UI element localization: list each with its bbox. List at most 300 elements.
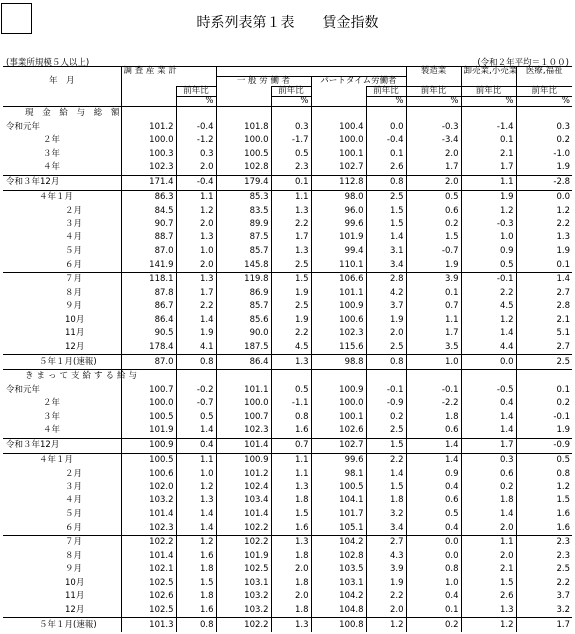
yoy-cell: 2.6 — [461, 590, 516, 603]
index-cell: 100.0 — [121, 134, 176, 147]
header-pct: % — [406, 97, 461, 107]
index-cell: 179.4 — [216, 175, 271, 190]
yoy-cell: 1.4 — [516, 272, 572, 286]
section-title: 現 金 給 与 総 額 — [25, 108, 123, 119]
yoy-cell: 1.2 — [461, 313, 516, 326]
table-row — [3, 245, 572, 258]
section-title: きまって支給する給与 — [3, 369, 121, 383]
yoy-cell: 0.8 — [176, 618, 216, 632]
header-pct: % — [366, 97, 406, 107]
index-cell: 85.7 — [216, 245, 271, 258]
header-pct: % — [461, 97, 516, 107]
table-row — [3, 161, 572, 175]
row-label: ５月 — [65, 245, 83, 256]
table-row — [3, 204, 572, 217]
yoy-cell: 1.7 — [406, 327, 461, 340]
index-cell: 100.0 — [311, 397, 366, 410]
table-row — [3, 521, 572, 535]
table-row — [3, 508, 572, 521]
table-row — [3, 300, 572, 313]
index-cell: 100.3 — [121, 148, 176, 161]
table-row — [3, 313, 572, 326]
row-label: 令和３年12月 — [3, 175, 121, 190]
index-cell: 101.1 — [311, 287, 366, 300]
index-cell: 102.3 — [311, 327, 366, 340]
note-base-year: (令和２年平均＝１００) — [477, 58, 569, 68]
yoy-cell: 4.1 — [176, 340, 216, 354]
yoy-cell: 0.1 — [406, 287, 461, 300]
yoy-cell: 1.2 — [461, 618, 516, 632]
yoy-cell: 0.6 — [406, 204, 461, 217]
index-cell: 103.2 — [121, 494, 176, 507]
yoy-cell: 1.4 — [461, 327, 516, 340]
header-empty — [3, 67, 121, 77]
yoy-cell: 2.0 — [461, 521, 516, 535]
yoy-cell: 1.1 — [406, 313, 461, 326]
index-cell: 101.1 — [216, 384, 271, 397]
yoy-cell: 0.0 — [461, 355, 516, 370]
yoy-cell: 1.4 — [406, 453, 461, 467]
index-cell: 104.8 — [311, 603, 366, 617]
row-label: ４年１月 — [3, 190, 121, 204]
index-cell: 100.5 — [311, 481, 366, 494]
row-label: 11月 — [65, 591, 85, 602]
row-label: 10月 — [65, 577, 85, 588]
yoy-cell: 1.7 — [461, 438, 516, 453]
index-cell: 101.4 — [121, 508, 176, 521]
yoy-cell: 1.5 — [366, 204, 406, 217]
yoy-cell: 2.1 — [461, 563, 516, 576]
yoy-cell: 2.2 — [271, 218, 311, 231]
yoy-cell: 1.8 — [271, 576, 311, 589]
yoy-cell: -0.4 — [366, 134, 406, 147]
index-cell: 102.7 — [311, 438, 366, 453]
yoy-cell: 1.2 — [176, 535, 216, 549]
index-cell: 145.8 — [216, 258, 271, 272]
note-establishment-size: (事業所規模５人以上) — [6, 58, 90, 68]
index-cell: 101.2 — [216, 467, 271, 480]
index-cell: 100.4 — [311, 121, 366, 134]
yoy-cell: 0.2 — [461, 481, 516, 494]
yoy-cell: 1.5 — [461, 576, 516, 589]
index-cell: 101.4 — [121, 550, 176, 563]
yoy-cell: 2.8 — [366, 272, 406, 286]
yoy-cell: 1.3 — [271, 245, 311, 258]
yoy-cell: -0.1 — [461, 272, 516, 286]
table-row — [3, 287, 572, 300]
index-cell: 100.6 — [311, 313, 366, 326]
table-row — [3, 148, 572, 161]
yoy-cell: -1.0 — [516, 148, 572, 161]
yoy-cell: 1.9 — [271, 287, 311, 300]
index-cell: 100.0 — [121, 397, 176, 410]
yoy-cell: 1.9 — [516, 161, 572, 175]
yoy-cell: 0.8 — [516, 467, 572, 480]
index-cell: 100.9 — [311, 384, 366, 397]
table-row — [3, 327, 572, 340]
index-cell: 102.0 — [121, 481, 176, 494]
index-cell: 100.7 — [121, 384, 176, 397]
row-label: ４月 — [65, 232, 83, 243]
yoy-cell: 0.8 — [366, 175, 406, 190]
yoy-cell: 1.5 — [366, 481, 406, 494]
index-cell: 141.9 — [121, 258, 176, 272]
yoy-cell: 1.6 — [271, 521, 311, 535]
yoy-cell: 1.0 — [176, 245, 216, 258]
table-row — [3, 175, 572, 190]
header-pct: % — [516, 97, 572, 107]
index-cell: 103.1 — [311, 576, 366, 589]
yoy-cell: 1.3 — [271, 618, 311, 632]
yoy-cell: 0.5 — [406, 508, 461, 521]
index-cell: 101.7 — [311, 508, 366, 521]
header-yoy: 前年比 — [176, 87, 216, 97]
row-label: 令和３年12月 — [3, 438, 121, 453]
yoy-cell: 1.7 — [406, 161, 461, 175]
index-cell: 100.9 — [121, 438, 176, 453]
yoy-cell: 3.7 — [366, 300, 406, 313]
table-row — [3, 384, 572, 397]
table-row — [3, 272, 572, 286]
yoy-cell: -0.7 — [406, 245, 461, 258]
index-cell: 100.9 — [216, 453, 271, 467]
yoy-cell: 1.0 — [406, 576, 461, 589]
yoy-cell: 2.0 — [176, 218, 216, 231]
index-cell: 96.0 — [311, 204, 366, 217]
yoy-cell: 0.4 — [406, 481, 461, 494]
yoy-cell: 0.2 — [516, 397, 572, 410]
index-cell: 102.6 — [311, 424, 366, 438]
yoy-cell: -0.1 — [366, 384, 406, 397]
yoy-cell: 1.6 — [271, 424, 311, 438]
yoy-cell: 1.1 — [271, 467, 311, 480]
row-label: ５年１月(速報) — [3, 618, 121, 632]
table-body — [3, 107, 572, 633]
yoy-cell: 1.4 — [461, 424, 516, 438]
page-title: 時系列表第１表 賃金指数 — [196, 15, 379, 31]
yoy-cell: 2.2 — [271, 327, 311, 340]
yoy-cell: 1.8 — [406, 411, 461, 424]
row-label: ２年 — [43, 135, 61, 146]
yoy-cell: -0.9 — [366, 397, 406, 410]
yoy-cell: 1.8 — [461, 494, 516, 507]
yoy-cell: 2.0 — [271, 563, 311, 576]
yoy-cell: 1.3 — [176, 494, 216, 507]
yoy-cell: 0.1 — [406, 603, 461, 617]
index-cell: 83.5 — [216, 204, 271, 217]
yoy-cell: 0.5 — [461, 258, 516, 272]
index-cell: 100.1 — [311, 148, 366, 161]
yoy-cell: 3.9 — [406, 272, 461, 286]
table-row — [3, 535, 572, 549]
index-cell: 102.5 — [121, 576, 176, 589]
yoy-cell: 2.0 — [176, 258, 216, 272]
yoy-cell: 0.3 — [461, 453, 516, 467]
index-cell: 102.6 — [121, 590, 176, 603]
yoy-cell: 1.8 — [366, 494, 406, 507]
yoy-cell: 1.3 — [271, 481, 311, 494]
wage-index-table — [3, 66, 572, 632]
index-cell: 101.9 — [121, 424, 176, 438]
yoy-cell: 1.0 — [461, 231, 516, 244]
index-cell: 87.8 — [121, 287, 176, 300]
yoy-cell: 0.1 — [366, 148, 406, 161]
yoy-cell: 0.4 — [176, 438, 216, 453]
yoy-cell: 1.5 — [271, 508, 311, 521]
index-cell: 171.4 — [121, 175, 176, 190]
yoy-cell: 1.5 — [176, 576, 216, 589]
index-cell: 98.1 — [311, 467, 366, 480]
index-cell: 102.5 — [121, 603, 176, 617]
table-row — [3, 453, 572, 467]
yoy-cell: 5.1 — [516, 327, 572, 340]
yoy-cell: 0.6 — [406, 424, 461, 438]
index-cell: 102.3 — [121, 161, 176, 175]
yoy-cell: 2.5 — [271, 300, 311, 313]
row-label: 令和元年 — [6, 121, 41, 132]
yoy-cell: 0.1 — [461, 134, 516, 147]
yoy-cell: 2.2 — [366, 453, 406, 467]
row-label: 12月 — [65, 341, 85, 352]
index-cell: 103.4 — [216, 494, 271, 507]
row-label: ２月 — [65, 205, 83, 216]
index-cell: 99.6 — [311, 453, 366, 467]
row-label: ３年 — [43, 411, 61, 422]
row-label: ６月 — [65, 522, 83, 533]
index-cell: 100.6 — [121, 467, 176, 480]
index-cell: 90.7 — [121, 218, 176, 231]
yoy-cell: 1.1 — [461, 175, 516, 190]
table-row — [3, 190, 572, 204]
index-cell: 103.1 — [216, 576, 271, 589]
yoy-cell: -2.2 — [406, 397, 461, 410]
yoy-cell: 2.8 — [516, 300, 572, 313]
index-cell: 85.6 — [216, 313, 271, 326]
row-label: ３年 — [43, 148, 61, 159]
yoy-cell: 0.0 — [406, 550, 461, 563]
index-cell: 102.2 — [216, 618, 271, 632]
yoy-cell: 0.8 — [271, 411, 311, 424]
index-cell: 110.1 — [311, 258, 366, 272]
yoy-cell: 1.8 — [176, 590, 216, 603]
yoy-cell: 1.4 — [176, 313, 216, 326]
header-survey-total: 調 査 産 業 計 — [121, 67, 216, 77]
yoy-cell: 2.0 — [461, 550, 516, 563]
header-yoy: 前年比 — [406, 87, 461, 97]
table-row — [3, 438, 572, 453]
yoy-cell: -0.5 — [461, 384, 516, 397]
index-cell: 112.8 — [311, 175, 366, 190]
index-cell: 99.6 — [311, 218, 366, 231]
yoy-cell: 2.6 — [366, 161, 406, 175]
yoy-cell: 1.1 — [271, 453, 311, 467]
yoy-cell: -1.7 — [271, 134, 311, 147]
yoy-cell: 3.5 — [406, 340, 461, 354]
yoy-cell: 0.2 — [406, 618, 461, 632]
index-cell: 101.8 — [216, 121, 271, 134]
yoy-cell: 2.1 — [516, 313, 572, 326]
index-cell: 102.4 — [216, 481, 271, 494]
yoy-cell: 0.4 — [461, 397, 516, 410]
yoy-cell: 2.5 — [271, 258, 311, 272]
yoy-cell: 2.0 — [406, 175, 461, 190]
yoy-cell: -0.4 — [176, 121, 216, 134]
yoy-cell: -2.8 — [516, 175, 572, 190]
yoy-cell: 1.3 — [271, 535, 311, 549]
index-cell: 89.9 — [216, 218, 271, 231]
yoy-cell: 2.7 — [516, 340, 572, 354]
table-row — [3, 576, 572, 589]
yoy-cell: 1.8 — [176, 563, 216, 576]
table-row — [3, 411, 572, 424]
yoy-cell: 2.2 — [461, 287, 516, 300]
row-label: ９月 — [65, 301, 83, 312]
index-cell: 101.3 — [121, 618, 176, 632]
yoy-cell: 2.3 — [271, 161, 311, 175]
index-cell: 100.5 — [216, 148, 271, 161]
table-row — [3, 590, 572, 603]
index-cell: 103.2 — [216, 590, 271, 603]
yoy-cell: 3.1 — [366, 245, 406, 258]
yoy-cell: 3.4 — [366, 521, 406, 535]
index-cell: 103.2 — [216, 603, 271, 617]
yoy-cell: 4.5 — [271, 340, 311, 354]
index-cell: 85.3 — [216, 190, 271, 204]
index-cell: 102.2 — [216, 521, 271, 535]
index-cell: 86.9 — [216, 287, 271, 300]
table-row — [3, 424, 572, 438]
row-label: 12月 — [65, 604, 85, 615]
yoy-cell: 2.2 — [516, 218, 572, 231]
index-cell: 103.5 — [311, 563, 366, 576]
yoy-cell: 1.1 — [461, 535, 516, 549]
yoy-cell: 0.0 — [516, 190, 572, 204]
header-wholesale-retail: 卸売業,小売業 — [461, 67, 516, 77]
yoy-cell: 1.3 — [176, 272, 216, 286]
yoy-cell: 2.0 — [366, 603, 406, 617]
yoy-cell: 1.9 — [461, 190, 516, 204]
index-cell: 100.7 — [216, 411, 271, 424]
yoy-cell: 3.2 — [366, 508, 406, 521]
index-cell: 100.0 — [216, 397, 271, 410]
yoy-cell: -0.9 — [516, 438, 572, 453]
yoy-cell: 1.7 — [271, 231, 311, 244]
yoy-cell: 2.2 — [366, 590, 406, 603]
yoy-cell: 1.7 — [516, 618, 572, 632]
yoy-cell: 1.7 — [176, 287, 216, 300]
table-row — [3, 397, 572, 410]
index-cell: 86.3 — [121, 190, 176, 204]
yoy-cell: -0.3 — [461, 218, 516, 231]
yoy-cell: 1.5 — [366, 438, 406, 453]
index-cell: 102.2 — [216, 535, 271, 549]
row-label: ４年 — [43, 162, 61, 173]
yoy-cell: 1.5 — [271, 272, 311, 286]
yoy-cell: 0.5 — [176, 411, 216, 424]
yoy-cell: 3.9 — [366, 563, 406, 576]
yoy-cell: 1.0 — [406, 355, 461, 370]
yoy-cell: 1.3 — [516, 231, 572, 244]
index-cell: 100.0 — [311, 134, 366, 147]
yoy-cell: 1.4 — [176, 508, 216, 521]
index-cell: 100.5 — [121, 453, 176, 467]
yoy-cell: 2.2 — [516, 576, 572, 589]
header-yoy: 前年比 — [366, 87, 406, 97]
yoy-cell: 0.8 — [366, 355, 406, 370]
yoy-cell: 2.5 — [516, 563, 572, 576]
yoy-cell: 3.4 — [366, 258, 406, 272]
index-cell: 101.2 — [121, 121, 176, 134]
yoy-cell: 1.6 — [176, 603, 216, 617]
index-cell: 98.0 — [311, 190, 366, 204]
table-row — [3, 134, 572, 147]
index-cell: 102.3 — [216, 424, 271, 438]
yoy-cell: 1.2 — [366, 618, 406, 632]
yoy-cell: 4.5 — [461, 300, 516, 313]
yoy-cell: -3.4 — [406, 134, 461, 147]
header-pct: % — [271, 97, 311, 107]
yoy-cell: 2.0 — [271, 590, 311, 603]
yoy-cell: -1.1 — [271, 397, 311, 410]
row-label: ３月 — [65, 482, 83, 493]
yoy-cell: 2.5 — [366, 340, 406, 354]
yoy-cell: 1.4 — [461, 411, 516, 424]
index-cell: 90.5 — [121, 327, 176, 340]
yoy-cell: 1.5 — [516, 494, 572, 507]
yoy-cell: 1.9 — [271, 313, 311, 326]
yoy-cell: 0.5 — [516, 453, 572, 467]
index-cell: 101.4 — [216, 508, 271, 521]
yoy-cell: 0.2 — [366, 411, 406, 424]
index-cell: 104.1 — [311, 494, 366, 507]
table-row — [3, 218, 572, 231]
yoy-cell: 1.5 — [406, 231, 461, 244]
index-cell: 102.1 — [121, 563, 176, 576]
header-part-time: パートタイム労働者 — [311, 77, 406, 87]
row-label: ４年１月 — [3, 453, 121, 467]
row-label: ５月 — [65, 508, 83, 519]
index-cell: 187.5 — [216, 340, 271, 354]
yoy-cell: 2.5 — [516, 355, 572, 370]
row-label: 11月 — [65, 328, 85, 339]
index-cell: 102.8 — [311, 550, 366, 563]
yoy-cell: -0.4 — [176, 175, 216, 190]
yoy-cell: 1.6 — [516, 508, 572, 521]
yoy-cell: 1.4 — [461, 508, 516, 521]
yoy-cell: 0.3 — [271, 121, 311, 134]
row-label: ７月 — [3, 272, 121, 286]
row-label: ８月 — [65, 550, 83, 561]
index-cell: 101.9 — [216, 550, 271, 563]
yoy-cell: 1.6 — [176, 550, 216, 563]
section-header-row — [3, 369, 572, 383]
yoy-cell: 1.8 — [271, 494, 311, 507]
index-cell: 87.5 — [216, 231, 271, 244]
yoy-cell: 1.1 — [176, 190, 216, 204]
yoy-cell: 2.1 — [461, 148, 516, 161]
yoy-cell: -0.1 — [516, 411, 572, 424]
yoy-cell: 2.2 — [176, 300, 216, 313]
index-cell: 86.4 — [121, 313, 176, 326]
yoy-cell: 0.5 — [271, 384, 311, 397]
yoy-cell: 0.9 — [406, 467, 461, 480]
index-cell: 86.4 — [216, 355, 271, 370]
row-label: ８月 — [65, 287, 83, 298]
index-cell: 104.2 — [311, 535, 366, 549]
yoy-cell: 0.5 — [406, 190, 461, 204]
yoy-cell: 2.5 — [366, 190, 406, 204]
yoy-cell: 2.7 — [366, 535, 406, 549]
